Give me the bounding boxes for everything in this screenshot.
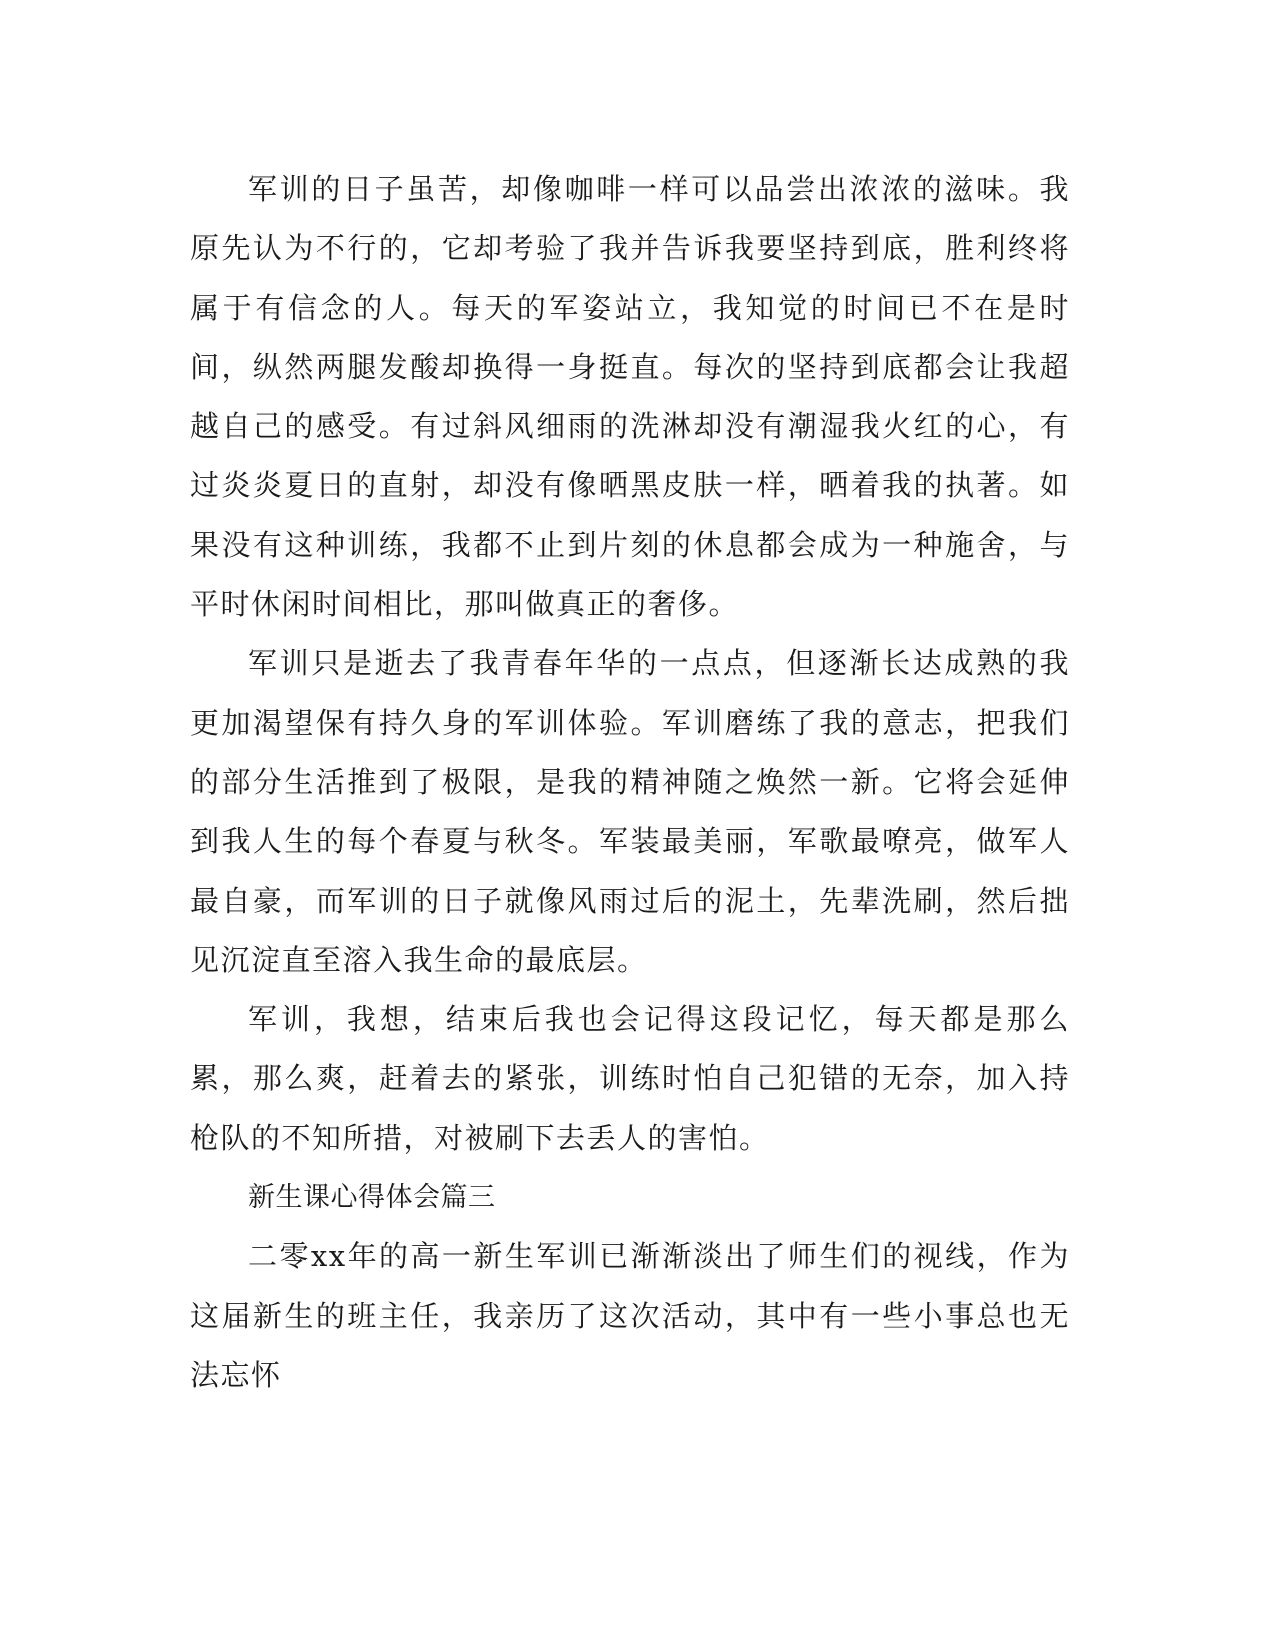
document-body [190,160,1070,1405]
paragraph-military-training-taste: 军训的日子虽苦，却像咖啡一样可以品尝出浓浓的滋味。我原先认为不行的，它却考验了我并告诉我要坚持到底，胜利终将属于有信念的人。每天的军姿站立，我知觉的时间已不在是时间，纵然两腿发酸却换得一身挺直。每次的坚持到底都会让我超越自己的感受。有过斜风细雨的洗淋却没有潮湿我火红的心，有过炎炎夏日的直射，却没有像晒黑皮肤一样，晒着我的执著。如果没有这种训练，我都不止到片刻的休息都会成为一种施舍，与平时休闲时间相比，那叫做真正的奢侈。 [190,172,1070,622]
paragraph-military-training-youth: 军训只是逝去了我青春年华的一点点，但逐渐长达成熟的我更加渴望保有持久身的军训体验。军训磨练了我的意志，把我们的部分生活推到了极限，是我的精神随之焕然一新。它将会延伸到我人生的每个春夏与秋冬。军装最美丽，军歌最嘹亮，做军人最自豪，而军训的日子就像风雨过后的泥土，先辈洗刷，然后拙见沉淀直至溶入我生命的最底层。 [190,646,1070,977]
paragraph-military-training-memory: 军训，我想，结束后我也会记得这段记忆，每天都是那么累，那么爽，赶着去的紧张，训练时怕自己犯错的无奈，加入持枪队的不知所措，对被刷下去丢人的害怕。 [190,1002,1070,1155]
paragraph-section-intro: 二零xx年的高一新生军训已渐渐淡出了师生们的视线，作为这届新生的班主任，我亲历了这次活动，其中有一些小事总也无法忘怀 [190,1239,1070,1392]
section-heading: 新生课心得体会篇三 [248,1182,496,1214]
